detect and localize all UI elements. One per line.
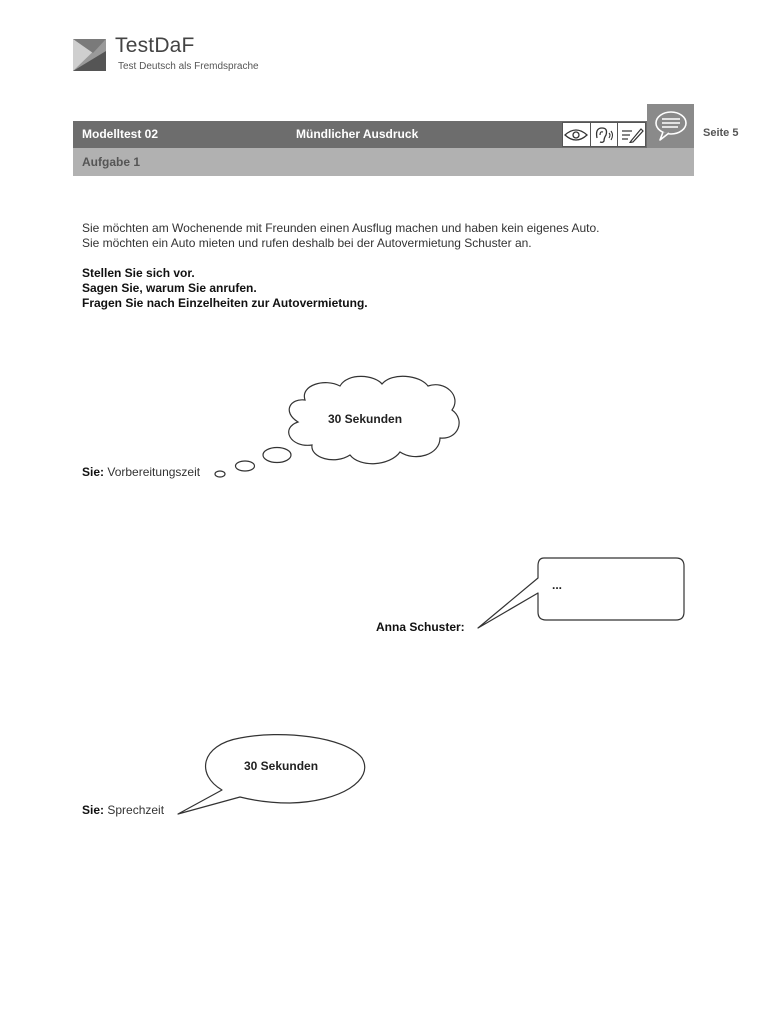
test-name: Modelltest 02	[82, 127, 159, 141]
speaker-you: Sie:	[82, 465, 105, 479]
partner-label	[376, 620, 465, 634]
task-number: Aufgabe 1	[82, 155, 141, 169]
speaker-partner: Anna Schuster:	[376, 620, 465, 634]
speaking-time-label: Sprechzeit	[107, 803, 165, 817]
speech-bubble	[478, 558, 684, 628]
partner-speech-text: ...	[552, 578, 563, 592]
preparation-label	[82, 465, 200, 479]
logo-subtitle: Test Deutsch als Fremdsprache	[118, 61, 259, 72]
situation-line: Sie möchten am Wochenende mit Freunden einen Ausflug machen und haben kein eigenes Auto.	[82, 221, 600, 235]
instruction-line: Fragen Sie nach Einzelheiten zur Autovermietung.	[82, 296, 368, 310]
logo-title: TestDaF	[115, 34, 195, 57]
speaker-you: Sie:	[82, 803, 105, 817]
speaking-time-text: 30 Sekunden	[244, 759, 319, 773]
preparation-time-label: Vorbereitungszeit	[107, 465, 201, 479]
situation-line: Sie möchten ein Auto mieten und rufen deshalb bei der Autovermietung Schuster an.	[82, 236, 532, 250]
instruction-line: Stellen Sie sich vor.	[82, 266, 195, 280]
instruction-line: Sagen Sie, warum Sie anrufen.	[82, 281, 257, 295]
preparation-time-text: 30 Sekunden	[328, 412, 403, 426]
speech-bubble	[178, 735, 365, 814]
speaking-label	[82, 803, 164, 817]
page-number: Seite 5	[703, 127, 739, 139]
section-title: Mündlicher Ausdruck	[296, 127, 419, 141]
thought-bubble	[215, 376, 459, 477]
